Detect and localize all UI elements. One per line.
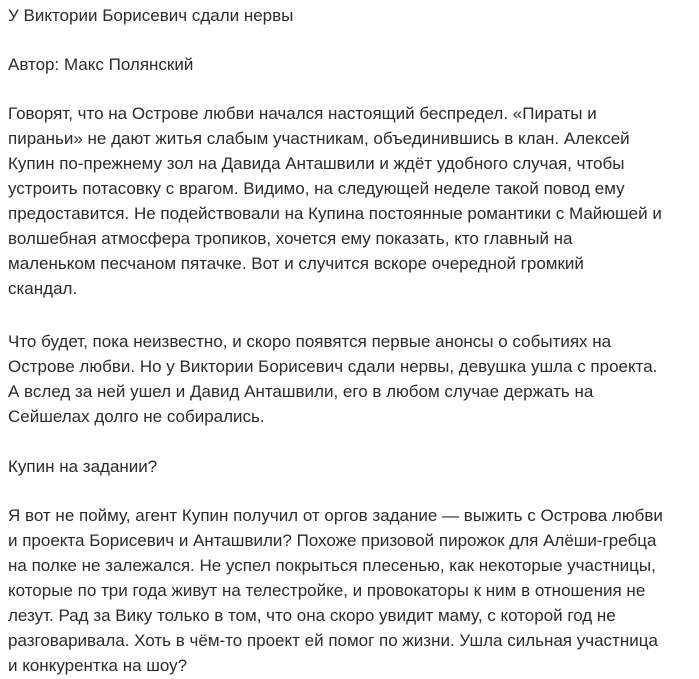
paragraph-line: Говорят, что на Острове любви начался настоящий беспредел. «Пираты и [8,104,597,123]
paragraph-line: Сейшелах долго не собирались. [8,407,265,426]
article-title [8,3,693,28]
author-text: Автор: Макс Полянский [8,55,194,74]
paragraph-line: и проекта Борисевич и Анташвили? Похоже призовой пирожок для Алёши-гребца [8,531,657,550]
paragraph-line: Острове любви. Но у Виктории Борисевич сдали нервы, девушка ушла с проекта. [8,357,658,376]
paragraph-line: маленьком песчаном пятачке. Вот и случится вскоре очередной громкий [8,254,584,273]
paragraph-line: Я вот не пойму, агент Купин получил от оргов задание — выжить с Острова любви [8,506,663,525]
paragraph-line: волшебная атмосфера тропиков, хочется ему показать, кто главный на [8,229,573,248]
paragraph-line: которые по три года живут на телестройке, и провокаторы к ним в отношения не [8,581,646,600]
paragraph-3 [8,503,693,678]
subheading [8,454,693,479]
paragraph-line: и конкурентка на шоу? [8,656,188,675]
paragraph-line: Что будет, пока неизвестно, и скоро появятся первые анонсы о событиях на [8,332,612,351]
paragraph-line: устроить потасовку с врагом. Видимо, на следующей неделе такой повод ему [8,179,625,198]
paragraph-line: разговаривала. Хоть в чём-то проект ей помог по жизни. Ушла сильная участница [8,631,658,650]
paragraph-line: скандал. [8,279,78,298]
paragraph-line: Купин по-прежнему зол на Давида Анташвили и ждёт удобного случая, чтобы [8,154,625,173]
title-text: У Виктории Борисевич сдали нервы [8,6,294,25]
paragraph-2 [8,329,693,429]
paragraph-1 [8,101,693,301]
subheading-text: Купин на задании? [8,457,158,476]
author-line [8,52,693,77]
paragraph-line: пираньи» не дают житья слабым участникам, объединившись в клан. Алексей [8,129,630,148]
paragraph-line: лезут. Рад за Вику только в том, что она скоро увидит маму, с которой год не [8,606,616,625]
paragraph-line: на полке не залежался. Не успел покрыться плесенью, как некоторые участницы, [8,556,656,575]
paragraph-line: А вслед за ней ушел и Давид Анташвили, его в любом случае держать на [8,382,594,401]
paragraph-line: предоставится. Не подействовали на Купина постоянные романтики с Майюшей и [8,204,662,223]
